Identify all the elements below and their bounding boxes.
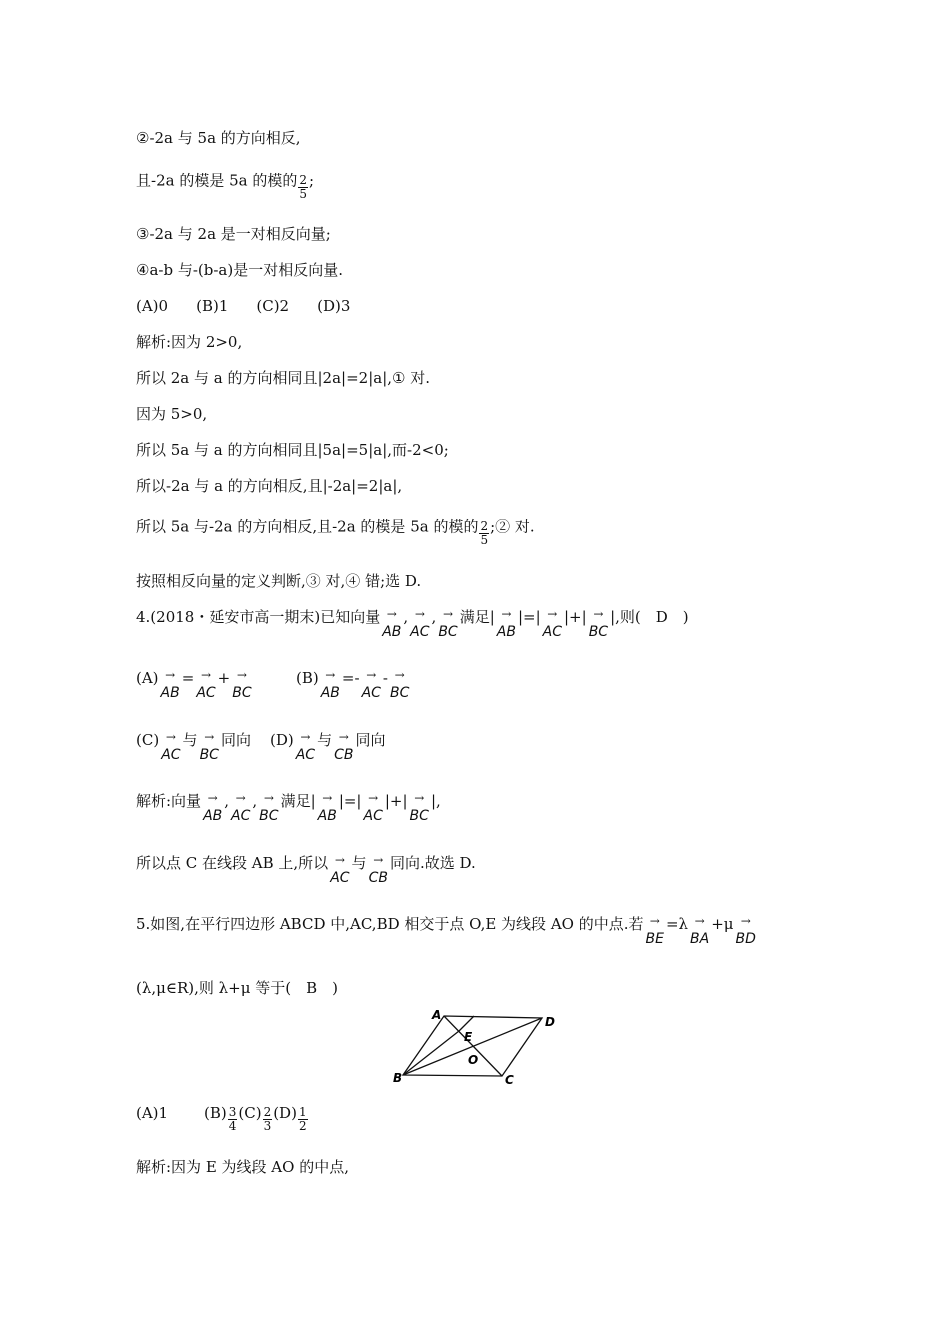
operator: =- bbox=[341, 669, 360, 687]
text-line: 所以 5a 与 a 的方向相同且|5a|=5|a|,而-2<0; bbox=[136, 441, 449, 459]
arrow-glyph: → bbox=[694, 914, 705, 928]
arrow-glyph: → bbox=[414, 607, 425, 621]
text-line: ④a-b 与-(b-a)是一对相反向量. bbox=[136, 261, 343, 279]
solution-text: 与 bbox=[351, 854, 367, 872]
vector-label: BE bbox=[645, 931, 664, 947]
point-a-label: A bbox=[432, 1008, 442, 1022]
option-d bbox=[270, 730, 386, 763]
fraction-numerator: 2 bbox=[299, 173, 307, 187]
option-text: 与 bbox=[317, 731, 333, 749]
solution-text: 满足| bbox=[280, 792, 316, 810]
arrow-glyph: → bbox=[300, 730, 311, 744]
vector-label: AC bbox=[330, 870, 350, 886]
option-label: (C) bbox=[238, 1103, 262, 1122]
vector-label: AC bbox=[363, 808, 383, 824]
option-d bbox=[273, 1103, 308, 1133]
arrow-glyph: → bbox=[740, 914, 751, 928]
vector-bc bbox=[232, 668, 251, 700]
text-segment: ; bbox=[309, 171, 315, 190]
vector-ac bbox=[231, 791, 250, 823]
solution-text: 所以点 C 在线段 AB 上,所以 bbox=[136, 854, 329, 872]
comma: , bbox=[224, 792, 230, 810]
vector-ab bbox=[321, 668, 340, 700]
arrow-glyph: → bbox=[236, 668, 247, 682]
arrow-glyph: → bbox=[547, 607, 558, 621]
vector-ab bbox=[382, 607, 401, 639]
vector-ac bbox=[410, 607, 429, 639]
fraction bbox=[263, 1106, 273, 1133]
q4-options-row-2 bbox=[136, 730, 386, 762]
vector-ac bbox=[362, 668, 381, 700]
comma: , bbox=[403, 608, 409, 626]
vector-bc bbox=[390, 668, 409, 700]
option-a: (A)0 bbox=[136, 297, 169, 315]
arrow-glyph: → bbox=[373, 853, 384, 867]
arrow-glyph: → bbox=[200, 668, 212, 682]
arrow-glyph: → bbox=[442, 607, 454, 621]
vector-ab bbox=[161, 668, 180, 700]
operator: = bbox=[181, 669, 195, 687]
solution-text: |=| bbox=[338, 792, 362, 810]
q4-solution-2 bbox=[136, 853, 476, 885]
point-b-label: B bbox=[393, 1071, 403, 1085]
question-text: |,则( D ) bbox=[610, 608, 689, 626]
question-5 bbox=[136, 914, 758, 946]
fraction bbox=[298, 174, 308, 201]
arrow-glyph: → bbox=[204, 730, 215, 744]
question-text: =λ bbox=[665, 915, 689, 933]
text-line: 解析:因为 E 为线段 AO 的中点, bbox=[136, 1158, 349, 1176]
vector-ac bbox=[161, 730, 180, 762]
arrow-glyph: → bbox=[394, 668, 405, 682]
question-4 bbox=[136, 607, 689, 639]
arrow-glyph: → bbox=[501, 607, 512, 621]
vector-bc bbox=[200, 730, 219, 762]
fraction bbox=[479, 520, 489, 547]
option-label: (B) bbox=[204, 1103, 227, 1122]
operator: + bbox=[217, 669, 231, 687]
vector-ac bbox=[543, 607, 562, 639]
option-b: (B)1 bbox=[196, 297, 229, 315]
vector-label: AB bbox=[160, 685, 180, 701]
arrow-glyph: → bbox=[366, 668, 377, 682]
vector-label: AC bbox=[410, 624, 430, 640]
arrow-glyph: → bbox=[325, 668, 336, 682]
option-label: (D) bbox=[270, 731, 294, 749]
q4-options-row-1 bbox=[136, 668, 411, 700]
q4-solution-1 bbox=[136, 791, 441, 823]
option-label: (A) bbox=[136, 669, 159, 687]
text-line bbox=[136, 168, 315, 201]
fraction bbox=[298, 1106, 308, 1133]
fraction-numerator: 2 bbox=[263, 1105, 272, 1119]
fraction-numerator: 2 bbox=[480, 519, 489, 533]
text-line: 所以-2a 与 a 的方向相反,且|-2a|=2|a|, bbox=[136, 477, 403, 495]
vector-bd bbox=[736, 914, 756, 946]
solution-text: |+| bbox=[384, 792, 408, 810]
vector-label: BC bbox=[199, 747, 219, 763]
vector-ab bbox=[318, 791, 337, 823]
vector-label: BC bbox=[259, 808, 279, 824]
option-c: (C)2 bbox=[256, 297, 290, 315]
solution-text: |, bbox=[430, 792, 441, 810]
vector-label: AB bbox=[203, 808, 223, 824]
vector-ab bbox=[497, 607, 516, 639]
vector-ac bbox=[296, 730, 315, 762]
option-c bbox=[136, 730, 270, 762]
arrow-glyph: → bbox=[235, 791, 246, 805]
vector-label: AB bbox=[382, 624, 402, 640]
question-text: 5.如图,在平行四边形 ABCD 中,AC,BD 相交于点 O,E 为线段 AO 的中点.若 bbox=[136, 915, 644, 933]
vector-label: BC bbox=[588, 624, 609, 640]
arrow-glyph: → bbox=[386, 607, 397, 621]
arrow-glyph: → bbox=[414, 791, 425, 805]
vector-be bbox=[646, 914, 664, 946]
q5-options-row bbox=[136, 1100, 309, 1133]
vector-label: BD bbox=[735, 931, 756, 947]
text-segment: ;② 对. bbox=[490, 517, 535, 536]
solution-text: 解析:向量 bbox=[136, 792, 202, 810]
vector-label: CB bbox=[334, 747, 354, 763]
vector-ba bbox=[690, 914, 709, 946]
text-line bbox=[136, 514, 535, 547]
vector-label: AC bbox=[196, 685, 216, 701]
vector-label: AC bbox=[161, 747, 181, 763]
vector-cb bbox=[334, 730, 353, 762]
text-line: 因为 5>0, bbox=[136, 405, 208, 423]
vector-label: AB bbox=[320, 685, 340, 701]
option-text: 同向 bbox=[220, 731, 251, 749]
option-a bbox=[136, 668, 296, 700]
fraction-denominator: 2 bbox=[298, 1119, 307, 1133]
solution-text: 同向.故选 D. bbox=[389, 854, 476, 872]
arrow-glyph: → bbox=[322, 791, 333, 805]
arrow-glyph: → bbox=[593, 607, 604, 621]
segment-e-extension bbox=[459, 1016, 474, 1031]
vector-label: AC bbox=[231, 808, 251, 824]
option-label: (C) bbox=[136, 731, 160, 749]
vector-label: BA bbox=[690, 931, 710, 947]
question-text: +μ bbox=[711, 915, 734, 933]
option-label: (B) bbox=[296, 669, 319, 687]
point-d-label: D bbox=[545, 1015, 555, 1029]
text-line: ②-2a 与 5a 的方向相反, bbox=[136, 129, 301, 147]
vector-bc bbox=[259, 791, 278, 823]
comma: , bbox=[252, 792, 258, 810]
comma: , bbox=[431, 608, 437, 626]
text-line: (λ,μ∈R),则 λ+μ 等于( B ) bbox=[136, 979, 338, 997]
vector-ab bbox=[203, 791, 222, 823]
vector-ac bbox=[364, 791, 383, 823]
option-c bbox=[238, 1103, 273, 1133]
text-line: ③-2a 与 2a 是一对相反向量; bbox=[136, 225, 331, 243]
fraction-numerator: 1 bbox=[298, 1105, 307, 1119]
option-a: (A)1 bbox=[136, 1103, 169, 1122]
fraction-denominator: 3 bbox=[263, 1119, 272, 1133]
fraction-numerator: 3 bbox=[228, 1105, 237, 1119]
text-segment: 且-2a 的模是 5a 的模的 bbox=[136, 171, 298, 190]
options-row bbox=[136, 296, 378, 316]
fraction-denominator: 5 bbox=[480, 533, 489, 547]
arrow-glyph: → bbox=[649, 914, 660, 928]
arrow-glyph: → bbox=[334, 853, 345, 867]
option-b bbox=[296, 668, 411, 701]
question-text: 4.(2018・延安市高一期末)已知向量 bbox=[136, 608, 381, 626]
vector-label: BC bbox=[390, 685, 410, 701]
vector-label: BC bbox=[409, 808, 429, 824]
text-segment: 所以 5a 与-2a 的方向相反,且-2a 的模是 5a 的模的 bbox=[136, 517, 479, 536]
vector-label: AB bbox=[317, 808, 337, 824]
vector-bc bbox=[589, 607, 608, 639]
question-text: 满足| bbox=[459, 608, 495, 626]
arrow-glyph: → bbox=[165, 668, 176, 682]
parallelogram-figure bbox=[388, 1006, 568, 1088]
vector-bc bbox=[410, 791, 429, 823]
fraction-denominator: 4 bbox=[228, 1119, 237, 1133]
arrow-glyph: → bbox=[165, 730, 176, 744]
fraction bbox=[228, 1106, 238, 1133]
vector-label: CB bbox=[368, 870, 388, 886]
text-line: 按照相反向量的定义判断,③ 对,④ 错;选 D. bbox=[136, 572, 422, 590]
arrow-glyph: → bbox=[263, 791, 274, 805]
question-text: |+| bbox=[564, 608, 587, 626]
option-d: (D)3 bbox=[317, 297, 351, 315]
vector-label: AC bbox=[542, 624, 562, 640]
text-line: 解析:因为 2>0, bbox=[136, 333, 243, 351]
arrow-glyph: → bbox=[338, 730, 349, 744]
vector-label: BC bbox=[232, 685, 252, 701]
question-text: |=| bbox=[517, 608, 541, 626]
vector-ac bbox=[196, 668, 215, 700]
vector-label: BC bbox=[438, 624, 458, 640]
vector-label: AC bbox=[295, 747, 316, 763]
arrow-glyph: → bbox=[207, 791, 218, 805]
option-text: 同向 bbox=[355, 731, 386, 749]
segment-be bbox=[403, 1031, 459, 1075]
vector-cb bbox=[369, 853, 388, 885]
option-label: (D) bbox=[273, 1103, 297, 1122]
point-e-label: E bbox=[464, 1030, 473, 1044]
point-c-label: C bbox=[505, 1073, 514, 1087]
option-text: 与 bbox=[182, 731, 198, 749]
operator: - bbox=[382, 669, 388, 687]
vector-label: AB bbox=[496, 624, 516, 640]
fraction-denominator: 5 bbox=[299, 187, 307, 201]
vector-bc bbox=[438, 607, 457, 639]
point-o-label: O bbox=[468, 1053, 479, 1067]
option-b bbox=[204, 1103, 238, 1133]
text-line: 所以 2a 与 a 的方向相同且|2a|=2|a|,① 对. bbox=[136, 369, 431, 387]
vector-ac bbox=[330, 853, 349, 885]
vector-label: AC bbox=[361, 685, 381, 701]
arrow-glyph: → bbox=[368, 791, 379, 805]
